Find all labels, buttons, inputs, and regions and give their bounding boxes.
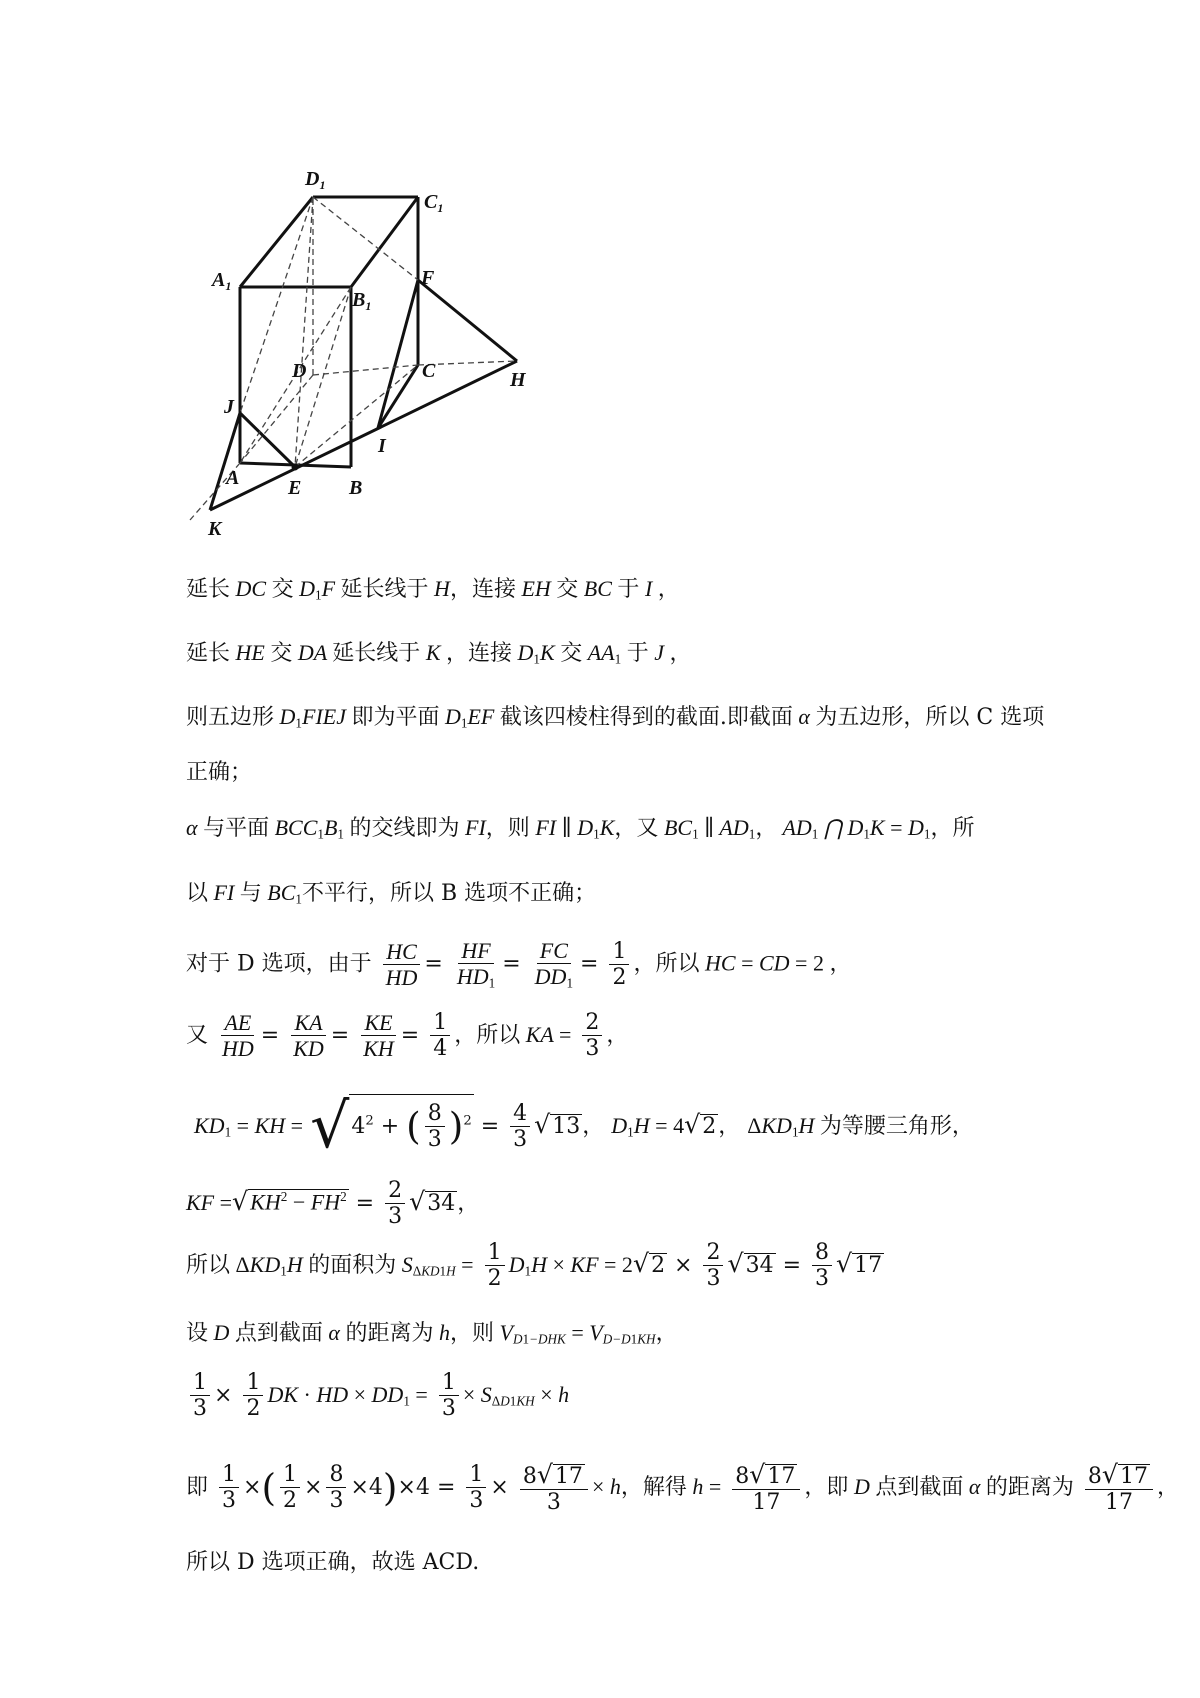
text-line-5: α 与平面 $BCC_1B_1$ 的交线即为 FI，则 FI ∥ $D_1K$，又 $BC_1$ ∥ $AD_1$， $AD_1$ ⋂ $D_1K = D_1$，所: [186, 815, 975, 842]
prism-section-figure: [0, 0, 1200, 560]
line-JK: [210, 413, 240, 510]
label-B: B: [349, 477, 363, 499]
text-line-7: 对于 D 选项，由于 $\frac{HC}{HD}$ = $\frac{HF}{HD_1}$ = $\frac{FC}{DD_1}$ = $\frac{1}{2}$ ，所以 HC = CD = 2 ，: [186, 938, 852, 991]
label-A: A: [226, 467, 240, 489]
label-C: C: [422, 360, 436, 382]
text-line-11: 所以 $\Delta KD_1H$ 的面积为 $S_{\Delta KD1H}$ = $\frac{1}{2}$ $D_1H$ × KF = 2√2 × $\frac{2}{3}$ √34 = $\frac{8}{3}$ √17: [186, 1240, 883, 1292]
text-line-13: $\frac{1}{3}$ × $\frac{1}{2}$ DK · HD × $DD_1$ = $\frac{1}{3}$ × $S_{\Delta D1KH} \times h$: [186, 1370, 569, 1422]
line-FI: [378, 280, 418, 428]
label-D: D: [292, 360, 307, 382]
text-line-2: 延长 HE 交 DA 延长线于 K ，连接 $D_1K$ 交 $AA_1$ 于 J ，: [186, 640, 692, 667]
label-J: J: [224, 396, 234, 418]
text-line-14: 即 $\frac{1}{3}$ ×( $\frac{1}{2}$ × $\frac{8}{3}$ ×4)×4 = $\frac{1}{3}$ × $\frac{8√17}{3}$ × h，解得 h = $\frac{8√17}{17}$ ，即 D 点到截面 α 的距离为 $\frac{8√17}{17}$ ，: [186, 1460, 1180, 1516]
label-F: F: [421, 267, 435, 289]
text-line-15: 所以 D 选项正确，故选 ACD.: [186, 1550, 480, 1575]
label-B1: $B_1$: [352, 289, 372, 313]
edge-A1D1: [240, 197, 313, 287]
text-line-1: 延长 DC 交 $D_1F$ 延长线于 H，连接 EH 交 BC 于 I ，: [186, 576, 680, 603]
label-A1: $A_1$: [212, 269, 232, 293]
text-line-4: 正确；: [186, 760, 253, 785]
text-line-12: 设 D 点到截面 α 的距离为 h，则 $V_{D1-DHK} = V_{D-D1KH}$，: [186, 1320, 678, 1347]
edge-B1C1: [351, 197, 418, 287]
dash-D1E: [295, 197, 313, 467]
line-JE: [240, 413, 295, 467]
dash-DC: [313, 365, 418, 375]
point-E: [292, 464, 299, 471]
line-HK: [210, 361, 517, 510]
text-line-6: 以 FI 与 $BC_1$不平行，所以 B 选项不正确；: [186, 880, 597, 907]
label-H: H: [510, 369, 526, 391]
dash-EH: [295, 365, 418, 467]
label-I: I: [378, 435, 386, 457]
text-line-10: KF $=√KH^2 - FH^2$ = $\frac{2}{3}$ √34，: [186, 1178, 480, 1230]
label-E: E: [288, 477, 302, 499]
label-D1: $D_1$: [305, 168, 326, 192]
line-D1H: [418, 280, 517, 361]
text-line-9: $KD_1$ = KH = $√4^2$ + ( $\frac{8}{3}$ )$^2$ = $\frac{4}{3}$ √13， $D_1H = 4√2$， $\Delta KD_1H$ 为等腰三角形，: [194, 1090, 974, 1162]
text-line-3: 则五边形 $D_1FIEJ$ 即为平面 $D_1EF$ 截该四棱柱得到的截面.即截面 α 为五边形，所以 C 选项: [186, 704, 1045, 731]
text-line-8: 又 $\frac{AE}{HD}$ = $\frac{KA}{KD}$ = $\frac{KE}{KH}$ = $\frac{1}{4}$ ，所以 KA = $\frac{2}{3}$ ，: [186, 1010, 629, 1062]
label-K: K: [208, 518, 222, 540]
label-C1: $C_1$: [424, 191, 444, 215]
